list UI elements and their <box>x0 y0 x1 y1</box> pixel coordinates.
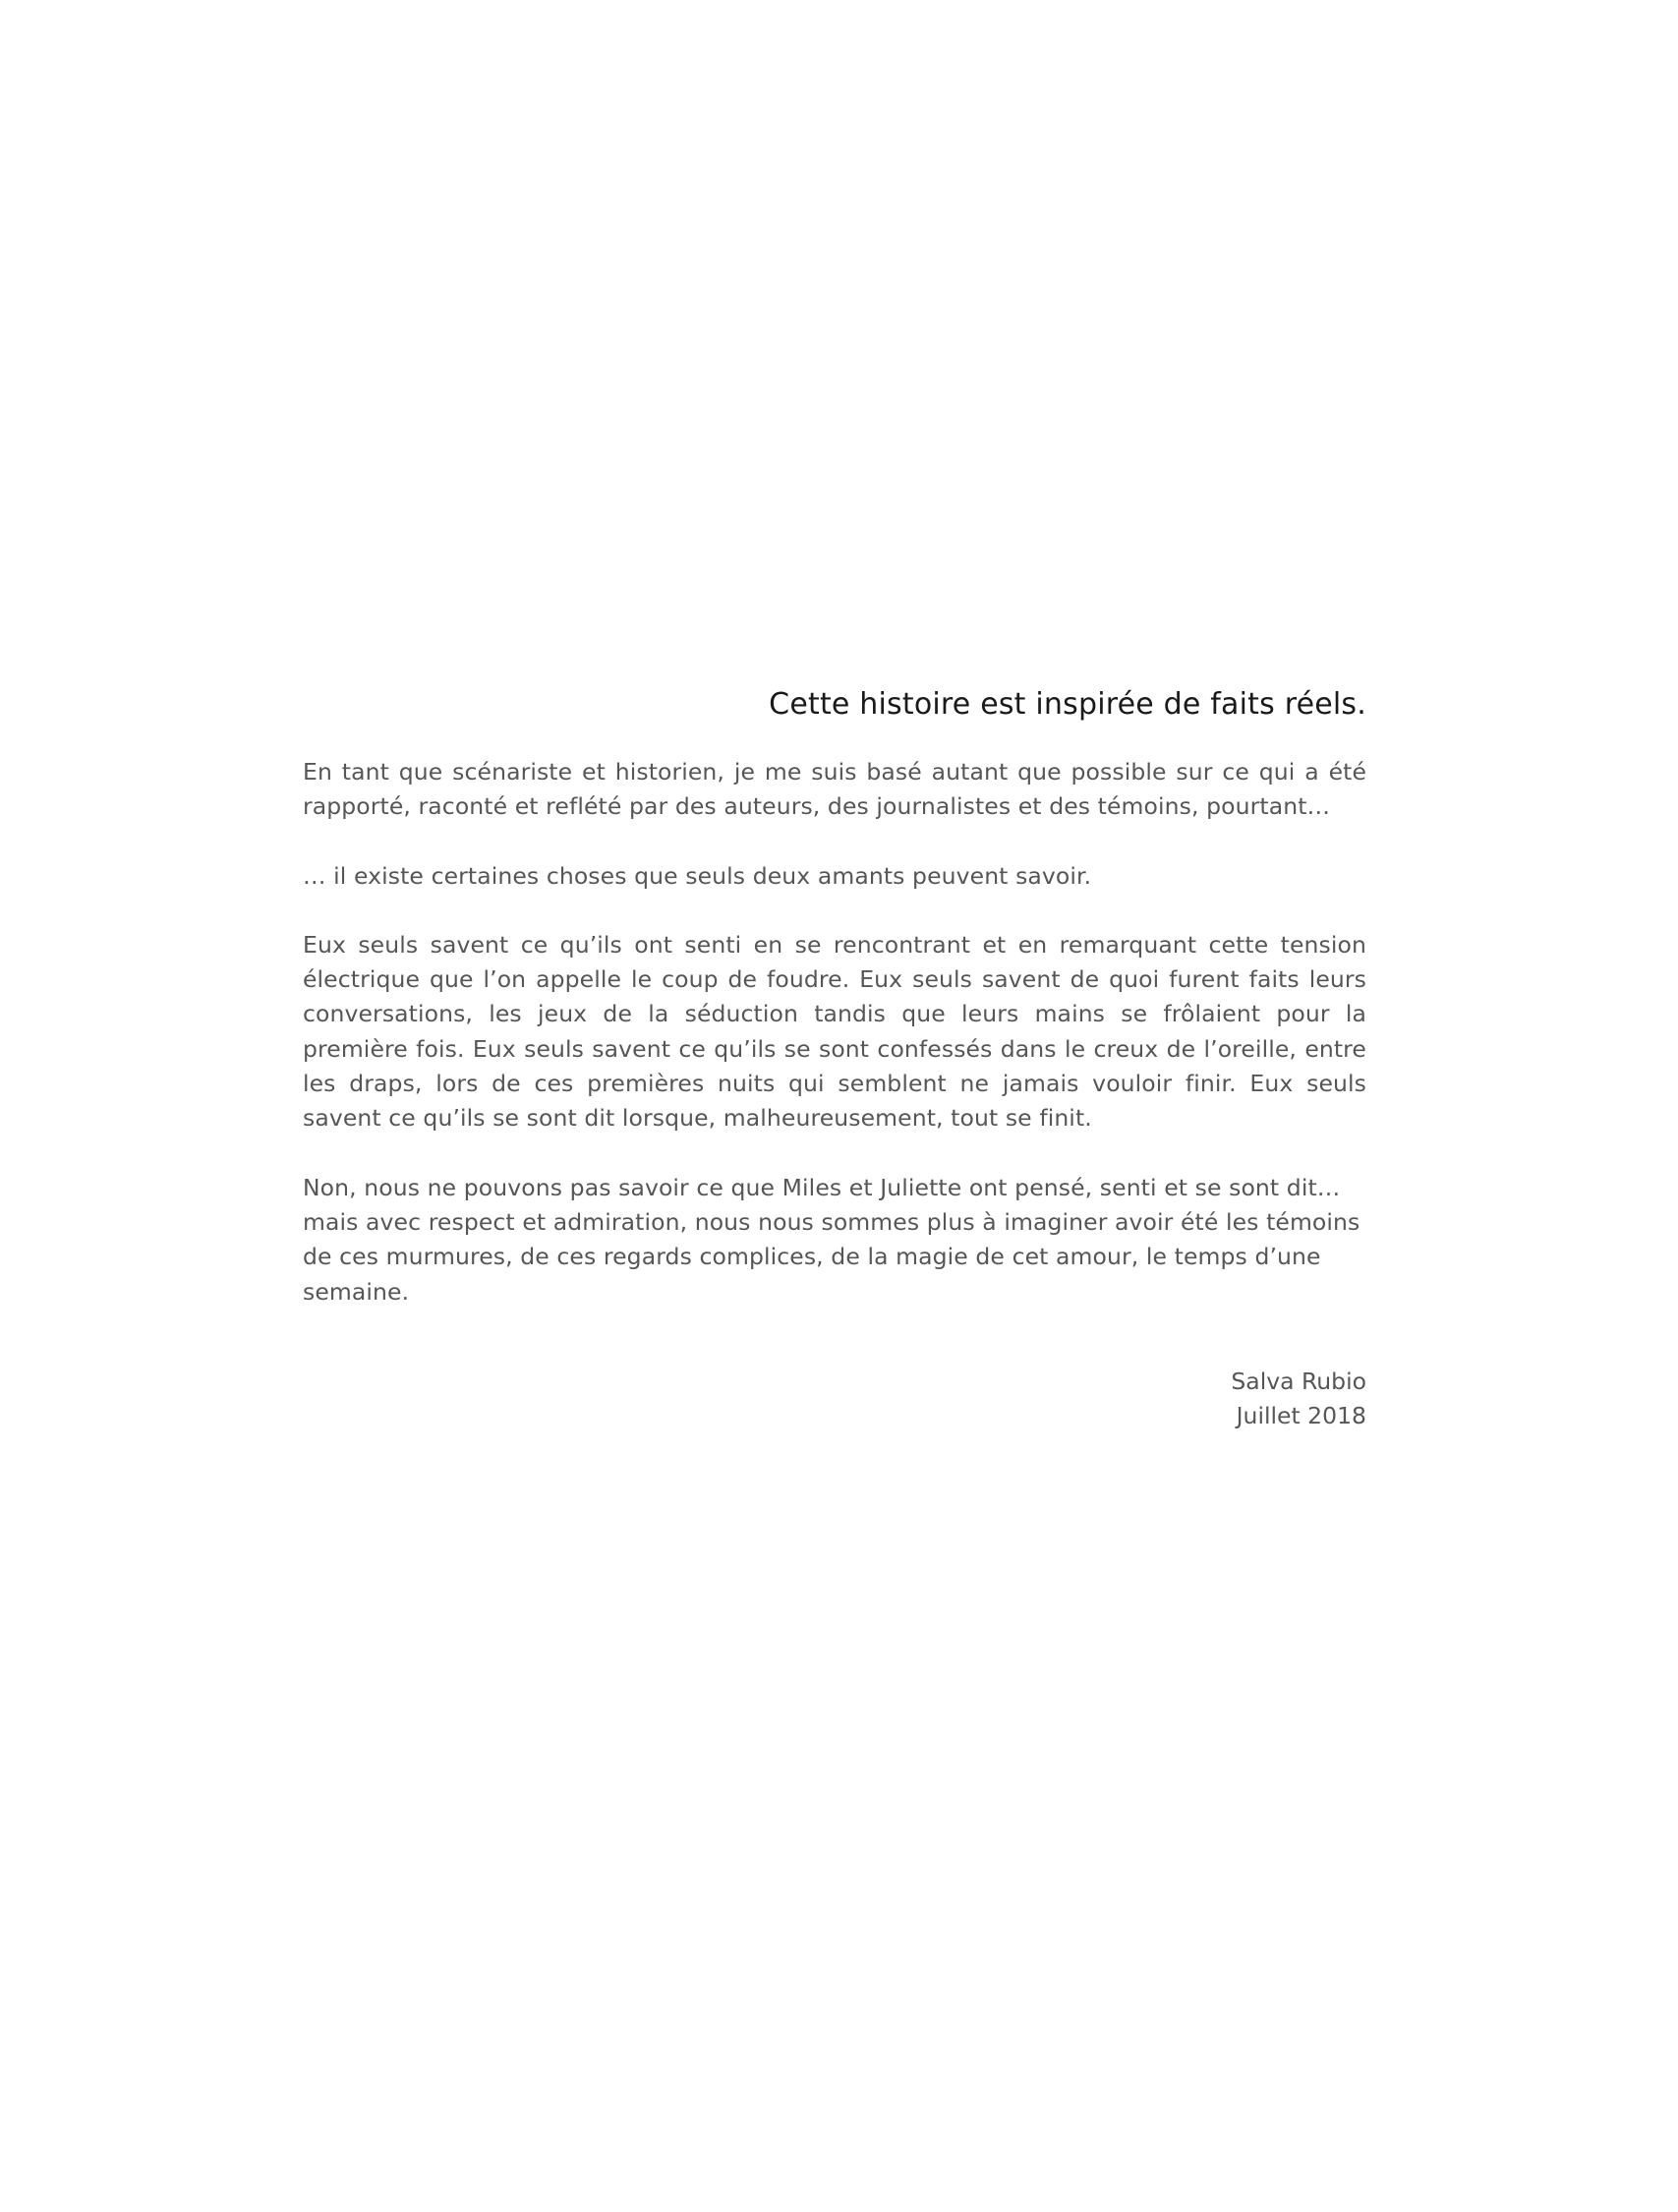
paragraph-intro: En tant que scénariste et historien, je me suis basé autant que possible sur ce qui a été rapporté, raconté et reflété par des auteurs, des journalistes et des témoins, pourtant… <box>303 758 1366 821</box>
foreword-block <box>303 683 1366 1433</box>
paragraph-only-they-know: Eux seuls savent ce qu’ils ont senti en se rencontrant et en remarquant cette tension électrique que l’on appelle le coup de foudre. Eux seuls savent de quoi furent faits leurs conversations, les jeux de la séduction tandis que leurs mains se frôlaient pour la première fois. Eux seuls savent ce qu’ils se sont confessés dans le creux de l’oreille, entre les draps, lors de ces premières nuits qui semblent ne jamais vouloir finir. Eux seuls savent ce qu’ils se sont dit lorsque, malheureusement, tout se finit. <box>303 930 1366 1133</box>
signature <box>303 1365 1366 1433</box>
paragraph-conclusion: Non, nous ne pouvons pas savoir ce que Miles et Juliette ont pensé, senti et se sont dit… mais avec respect et admiration, nous nous sommes plus à imaginer avoir été les témoins de ces murmures, de ces regards complices, de la magie de cet amour, le temps d’une semaine. <box>303 1173 1360 1306</box>
signature-date: Juillet 2018 <box>1236 1401 1366 1429</box>
paragraph-lovers: … il existe certaines choses que seuls deux amants peuvent savoir. <box>303 861 1092 890</box>
foreword-body <box>303 755 1366 1310</box>
foreword-heading: Cette histoire est inspirée de faits réels. <box>769 687 1366 722</box>
signature-author: Salva Rubio <box>1231 1367 1366 1395</box>
